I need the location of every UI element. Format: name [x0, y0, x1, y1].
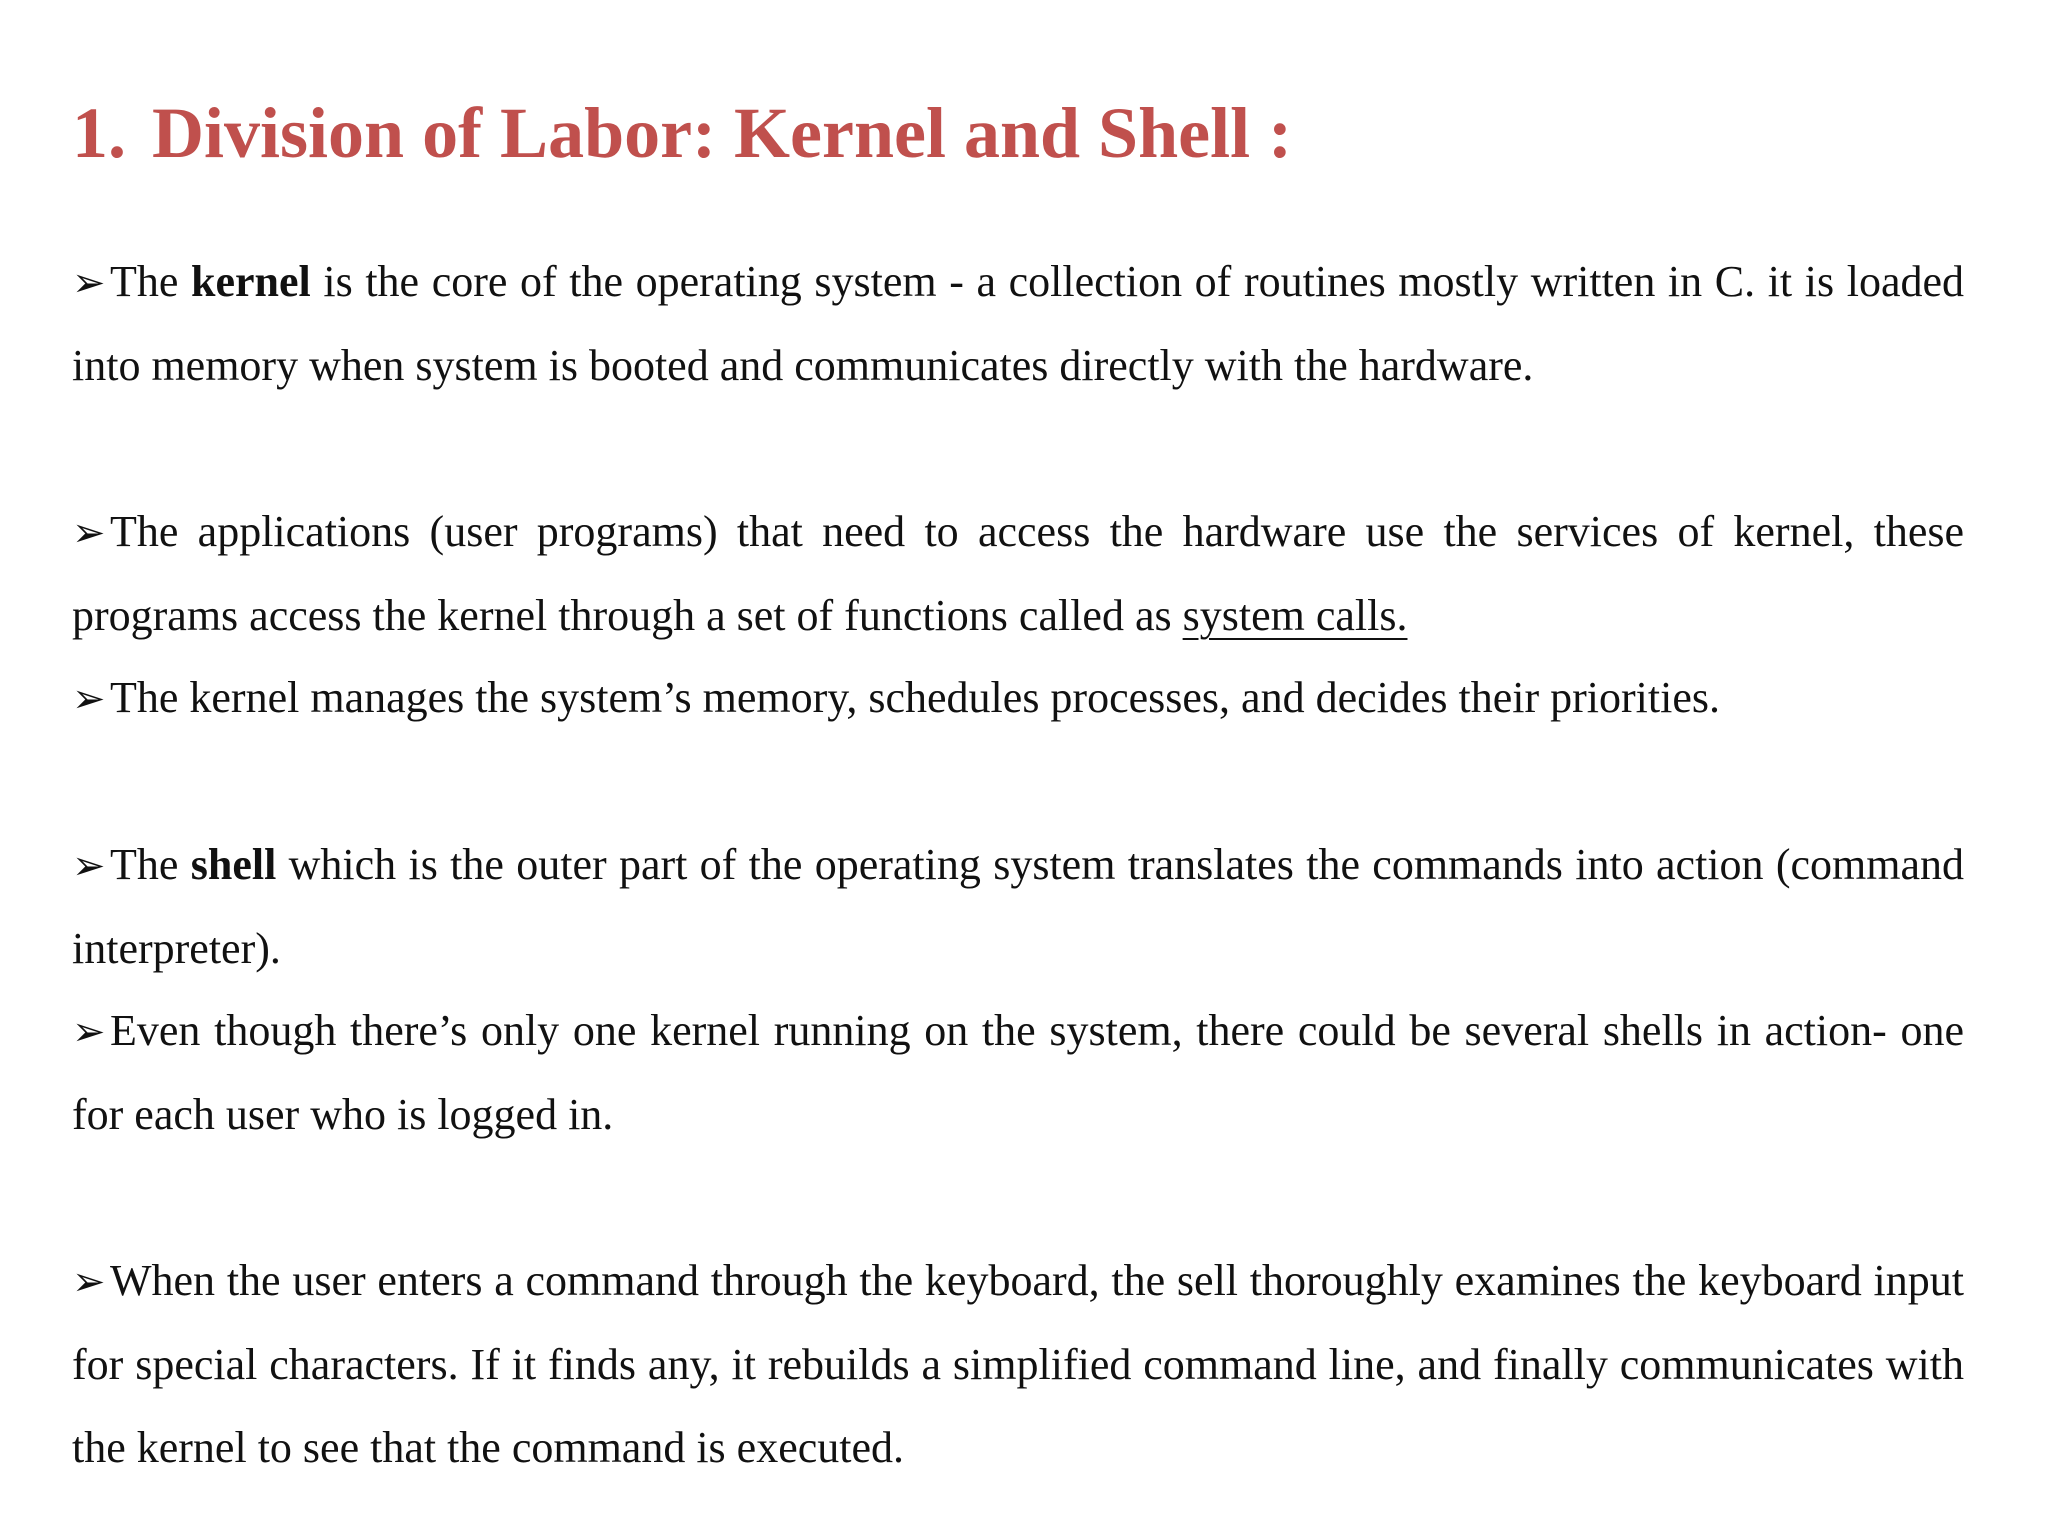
- kernel-keyword: kernel: [191, 257, 311, 306]
- system-calls-term: system calls.: [1182, 591, 1408, 640]
- slide-title: [72, 88, 1292, 178]
- arrow-bullet-icon: ➢: [72, 1259, 106, 1304]
- bullet-paragraph-several-shells: ➢ Even though there’s only one kernel running on the system, there could be several shells in action- one for each user who is logged in.: [72, 989, 1964, 1156]
- bullet-paragraph-command-entry: ➢ When the user enters a command through the keyboard, the sell thoroughly examines the keyboard input for special characters. If it finds any, it rebuilds a simplified command line, and finally communicates with the kernel to see that the command is executed.: [72, 1239, 1964, 1489]
- bullet-paragraph-kernel-core: ➢ The kernel is the core of the operating system - a collection of routines mostly written in C. it is loaded into memory when system is booted and communicates directly with the hardware.: [72, 240, 1964, 407]
- arrow-bullet-icon: ➢: [72, 260, 106, 305]
- arrow-bullet-icon: ➢: [72, 676, 106, 721]
- arrow-bullet-icon: ➢: [72, 1009, 106, 1054]
- arrow-bullet-icon: ➢: [72, 843, 106, 888]
- bullet-paragraph-system-calls: ➢ The applications (user programs) that need to access the hardware use the services of kernel, these programs access the kernel through a set of functions called as system calls.: [72, 490, 1964, 657]
- shell-keyword: shell: [190, 840, 277, 889]
- arrow-bullet-icon: ➢: [72, 510, 106, 555]
- bullet-paragraph-shell: ➢ The shell which is the outer part of the operating system translates the commands into action (command interpreter).: [72, 823, 1964, 990]
- title-text: Division of Labor: Kernel and Shell :: [152, 93, 1293, 173]
- title-number: 1.: [72, 93, 126, 173]
- bullet-paragraph-kernel-manages: ➢ The kernel manages the system’s memory, schedules processes, and decides their priorities.: [72, 656, 1964, 740]
